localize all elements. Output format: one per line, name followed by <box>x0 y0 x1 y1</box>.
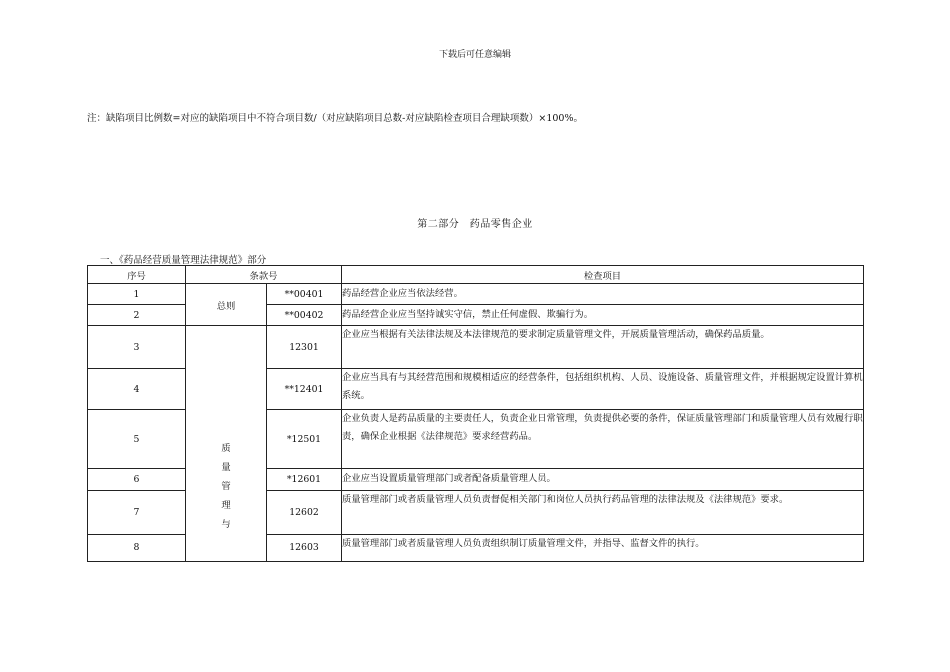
seq-cell: 6 <box>88 468 186 490</box>
article-code: **00402 <box>267 305 342 326</box>
group-quality <box>186 326 267 562</box>
item-text: 企业应当具有与其经营范围和规模相适应的经营条件，包括组织机构、人员、设施设备、质量管理文件，并根据规定设置计算机系统。 <box>342 369 864 410</box>
footnote: 注：缺陷项目比例数=对应的缺陷项目中不符合项目数/（对应缺陷项目总数-对应缺陷检查项目合理缺项数）×100%。 <box>87 113 583 124</box>
item-text: 质量管理部门或者质量管理人员负责督促相关部门和岗位人员执行药品管理的法律法规及《法律规范》要求。 <box>342 490 864 534</box>
article-code: **12401 <box>267 369 342 410</box>
item-text: 药品经营企业应当坚持诚实守信，禁止任何虚假、欺骗行为。 <box>342 305 864 326</box>
article-code: *12501 <box>267 410 342 468</box>
seq-cell: 2 <box>88 305 186 326</box>
part-title: 第二部分 药品零售企业 <box>417 219 533 230</box>
item-text: 企业应当设置质量管理部门或者配备质量管理人员。 <box>342 468 864 490</box>
group-quality-char: 理 <box>221 500 231 512</box>
item-text: 企业应当根据有关法律法规及本法律规范的要求制定质量管理文件，开展质量管理活动，确保药品质量。 <box>342 326 864 369</box>
table-row <box>88 284 864 305</box>
section-title: 一、《药品经营质量管理法律规范》部分 <box>100 255 267 266</box>
header-item: 检查项目 <box>342 266 864 284</box>
item-text: 企业负责人是药品质量的主要责任人，负责企业日常管理，负责提供必要的条件，保证质量管理部门和质量管理人员有效履行职责，确保企业根据《法律规范》要求经营药品。 <box>342 410 864 468</box>
item-text: 药品经营企业应当依法经营。 <box>342 284 864 305</box>
inspection-table <box>87 265 864 562</box>
group-quality-char: 质 <box>221 443 231 455</box>
article-code: 12602 <box>267 490 342 534</box>
article-code: 12301 <box>267 326 342 369</box>
header-note: 下载后可任意编辑 <box>438 50 511 60</box>
group-quality-char: 与 <box>221 519 231 531</box>
seq-cell: 4 <box>88 369 186 410</box>
article-code: *12601 <box>267 468 342 490</box>
group-general: 总则 <box>186 284 267 326</box>
seq-cell: 1 <box>88 284 186 305</box>
table-row <box>88 326 864 369</box>
header-seq: 序号 <box>88 266 186 284</box>
table-header-row <box>88 266 864 284</box>
seq-cell: 7 <box>88 490 186 534</box>
group-quality-char: 量 <box>221 462 231 474</box>
article-code: **00401 <box>267 284 342 305</box>
header-article: 条款号 <box>186 266 342 284</box>
seq-cell: 5 <box>88 410 186 468</box>
item-text: 质量管理部门或者质量管理人员负责组织制订质量管理文件，并指导、监督文件的执行。 <box>342 534 864 561</box>
seq-cell: 8 <box>88 534 186 561</box>
seq-cell: 3 <box>88 326 186 369</box>
article-code: 12603 <box>267 534 342 561</box>
group-quality-char: 管 <box>221 481 231 493</box>
